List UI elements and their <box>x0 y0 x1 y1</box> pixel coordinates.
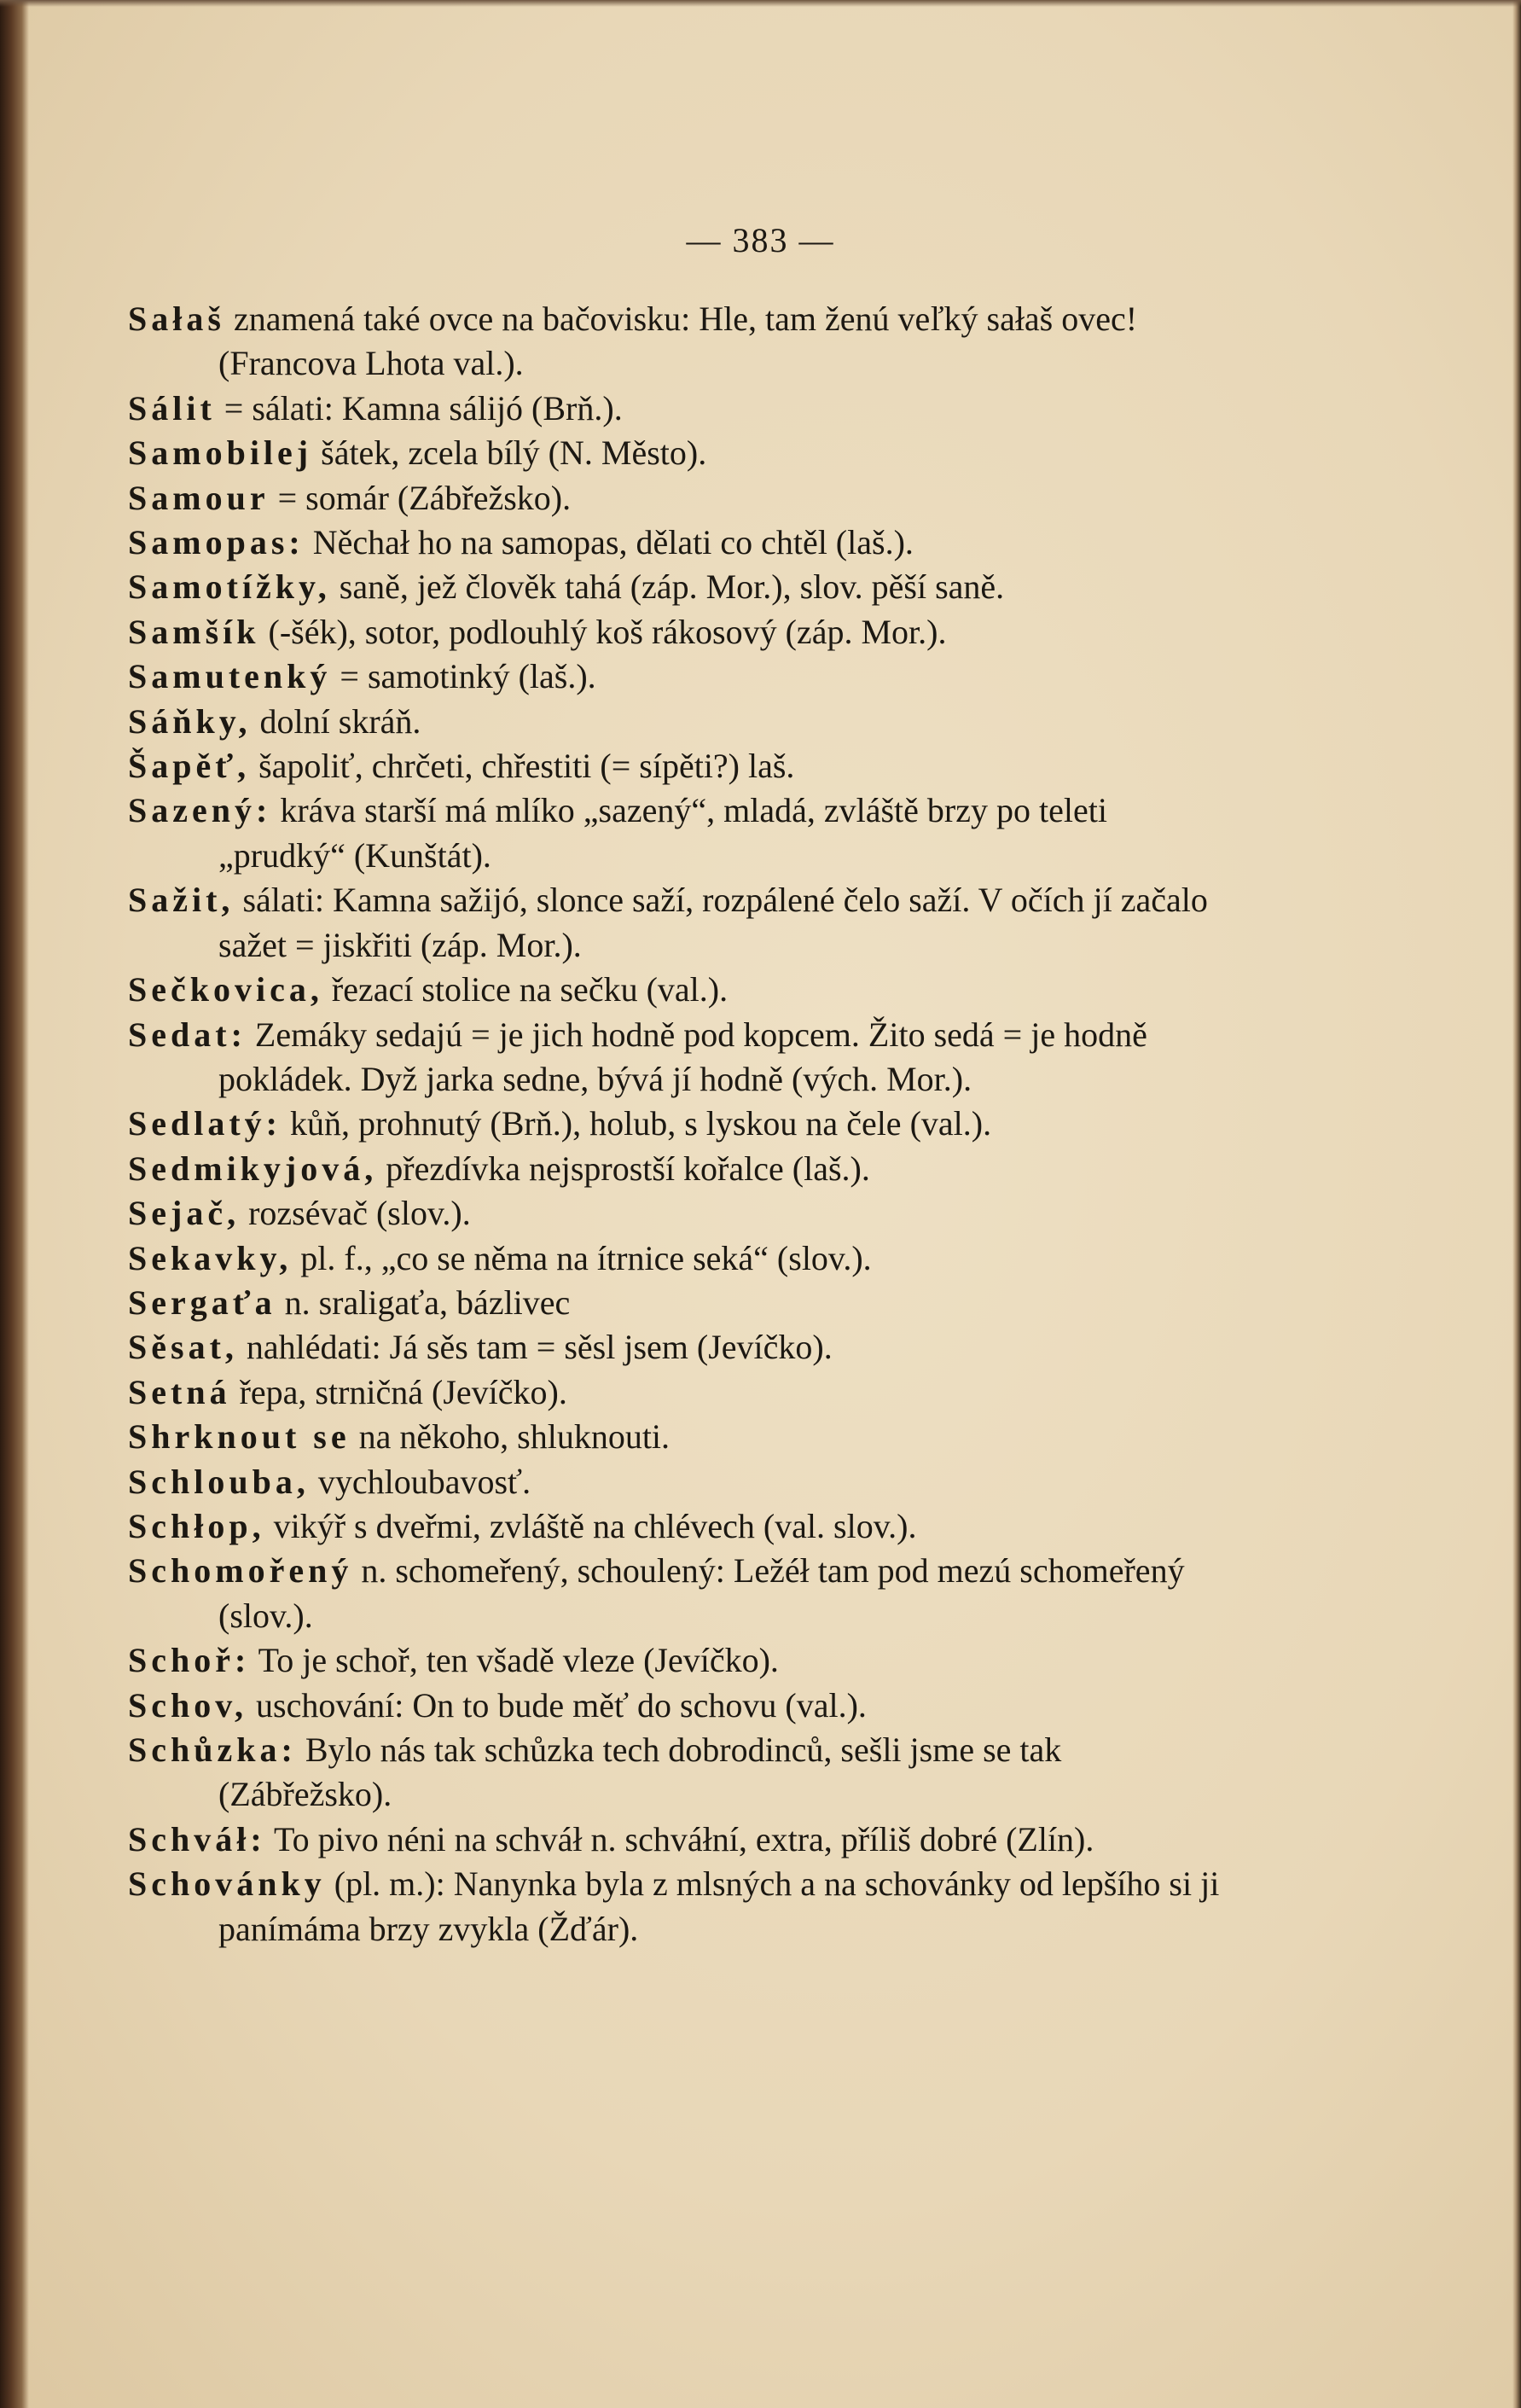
dictionary-entry <box>128 297 1228 387</box>
page-edge-shadow <box>1512 0 1521 2408</box>
entry-definition: vychloubavosť. <box>309 1462 531 1501</box>
entry-definition: n. schomeřený, schoulený: Ležéł tam pod mezú schomeřený (slov.). <box>218 1551 1185 1635</box>
entry-headword: Sałaš <box>128 300 225 338</box>
entry-definition: uschování: On to bude měť do schovu (val.). <box>247 1685 867 1725</box>
dictionary-entry <box>128 1460 1228 1504</box>
entry-definition: = samotinký (laš.). <box>331 657 596 696</box>
dictionary-entry <box>128 431 1228 475</box>
entry-headword: Samšík <box>128 612 260 651</box>
entry-definition: šapoliť, chrčeti, chřestiti (= sípěti?) laš. <box>250 747 795 786</box>
entry-definition: (-šék), sotor, podlouhlý koš rákosový (záp. Mor.). <box>259 612 947 651</box>
entry-definition: To je schoř, ten všadě vleze (Jevíčko). <box>250 1641 779 1680</box>
entry-definition: kůň, prohnutý (Brň.), holub, s lyskou na čele (val.). <box>282 1104 992 1143</box>
entry-headword: Sedlatý: <box>128 1104 282 1143</box>
entry-definition: šátek, zcela bílý (N. Město). <box>312 433 707 473</box>
dictionary-entry <box>128 610 1228 654</box>
page-number: — 383 — <box>686 221 835 259</box>
dictionary-entry <box>128 1325 1228 1370</box>
entry-headword: Sekavky, <box>128 1238 293 1277</box>
entry-headword: Schůzka: <box>128 1730 297 1769</box>
entry-definition: To pivo néni na schváł n. schváłní, extra, příliš dobré (Zlín). <box>265 1819 1094 1858</box>
dictionary-entry <box>128 700 1228 744</box>
entry-headword: Schomořený <box>128 1551 353 1591</box>
entry-definition: Bylo nás tak schůzka tech dobrodinců, sešli jsme se tak (Zábřežsko). <box>218 1730 1062 1814</box>
entry-headword: Sejač, <box>128 1194 241 1233</box>
entry-definition: sálati: Kamna sažijó, slonce saží, rozpálené čelo saží. V očích jí začalo sažet = jiskřiti (záp. Mor.). <box>218 881 1208 964</box>
entry-headword: Schłop, <box>128 1506 265 1545</box>
dictionary-entry <box>128 1818 1228 1862</box>
entry-headword: Samopas: <box>128 523 305 562</box>
dictionary-entry <box>128 1191 1228 1236</box>
entry-definition: znamená také ovce na bačovisku: Hle, tam ženú veľký sałaš ovec! (Francova Lhota val.). <box>218 300 1138 383</box>
entry-headword: Schov, <box>128 1685 248 1725</box>
entry-headword: Shrknout se <box>128 1417 351 1457</box>
entry-definition: = sálati: Kamna sálijó (Brň.). <box>215 388 623 428</box>
entry-definition: vikýř s dveřmi, zvláště na chlévech (val. slov.). <box>264 1506 917 1545</box>
entry-definition: Něchał ho na samopas, dělati co chtěl (laš.). <box>304 523 914 562</box>
entry-headword: Schváł: <box>128 1819 266 1858</box>
entry-headword: Samour <box>128 478 270 517</box>
entry-definition: přezdívka nejsprostší kořalce (laš.). <box>377 1149 870 1188</box>
dictionary-entry <box>128 1370 1228 1415</box>
dictionary-entry <box>128 1728 1228 1818</box>
dictionary-entry <box>128 1862 1228 1951</box>
entry-definition: nahlédati: Já sěs tam = sěsl jsem (Jevíčko). <box>237 1328 833 1367</box>
entry-definition: (pl. m.): Nanynka byla z mlsných a na schovánky od lepšího si ji panímáma brzy zvykla (Žďár). <box>218 1864 1220 1948</box>
entry-definition: na někoho, shluknouti. <box>350 1417 671 1457</box>
dictionary-entry <box>128 744 1228 788</box>
entry-headword: Sažit, <box>128 881 235 920</box>
entry-headword: Sáňky, <box>128 701 252 741</box>
entry-definition: = somár (Zábřežsko). <box>269 478 572 517</box>
dictionary-entry <box>128 1102 1228 1146</box>
book-spine-shadow <box>0 0 29 2408</box>
dictionary-entries <box>128 297 1228 1951</box>
dictionary-entry <box>128 1013 1228 1102</box>
entry-headword: Setná <box>128 1372 231 1411</box>
entry-headword: Sergaťa <box>128 1283 276 1322</box>
entry-definition: dolní skráň. <box>251 701 421 741</box>
entry-definition: n. sraligaťa, bázlivec <box>276 1283 571 1322</box>
entry-headword: Samutenký <box>128 657 332 696</box>
dictionary-entry <box>128 1281 1228 1325</box>
entry-definition: saně, jež člověk tahá (záp. Mor.), slov. pěší saně. <box>330 567 1005 607</box>
dictionary-entry <box>128 1415 1228 1459</box>
dictionary-entry <box>128 1504 1228 1549</box>
entry-definition: řepa, strničná (Jevíčko). <box>230 1372 567 1411</box>
dictionary-entry <box>128 788 1228 878</box>
entry-headword: Samotížky, <box>128 567 331 607</box>
entry-headword: Sedat: <box>128 1015 247 1054</box>
entry-headword: Sedmikyjová, <box>128 1149 378 1188</box>
entry-definition: pl. f., „co se něma na ítrnice seká“ (slov.). <box>292 1238 872 1277</box>
dictionary-entry <box>128 1236 1228 1281</box>
dictionary-entry <box>128 1549 1228 1638</box>
entry-headword: Sečkovica, <box>128 970 323 1009</box>
entry-headword: Schoř: <box>128 1641 251 1680</box>
dictionary-entry <box>128 878 1228 968</box>
entry-headword: Šapěť, <box>128 747 251 786</box>
entry-headword: Schlouba, <box>128 1462 310 1501</box>
entry-headword: Sazený: <box>128 791 272 830</box>
entry-headword: Schovánky <box>128 1864 326 1904</box>
entry-headword: Sěsat, <box>128 1328 238 1367</box>
entry-headword: Sálit <box>128 388 216 428</box>
dictionary-entry <box>128 968 1228 1012</box>
entry-definition: rozsévač (slov.). <box>240 1194 471 1233</box>
dictionary-entry <box>128 654 1228 699</box>
dictionary-entry <box>128 521 1228 565</box>
entry-definition: řezací stolice na sečku (val.). <box>322 970 729 1009</box>
entry-definition: Zemáky sedajú = je jich hodně pod kopcem. Žito sedá = je hodně pokládek. Dyž jarka sedne, bývá jí hodně (vých. Mor.). <box>218 1015 1147 1098</box>
dictionary-entry <box>128 387 1228 431</box>
dictionary-entry <box>128 1638 1228 1683</box>
dictionary-entry <box>128 565 1228 609</box>
entry-headword: Samobilej <box>128 433 313 473</box>
dictionary-entry <box>128 1147 1228 1191</box>
dictionary-entry <box>128 476 1228 521</box>
entry-definition: kráva starší má mlíko „sazený“, mladá, zvláště brzy po teleti „prudký“ (Kunštát). <box>218 791 1107 875</box>
dictionary-entry <box>128 1684 1228 1728</box>
top-edge-shadow <box>0 0 1521 7</box>
